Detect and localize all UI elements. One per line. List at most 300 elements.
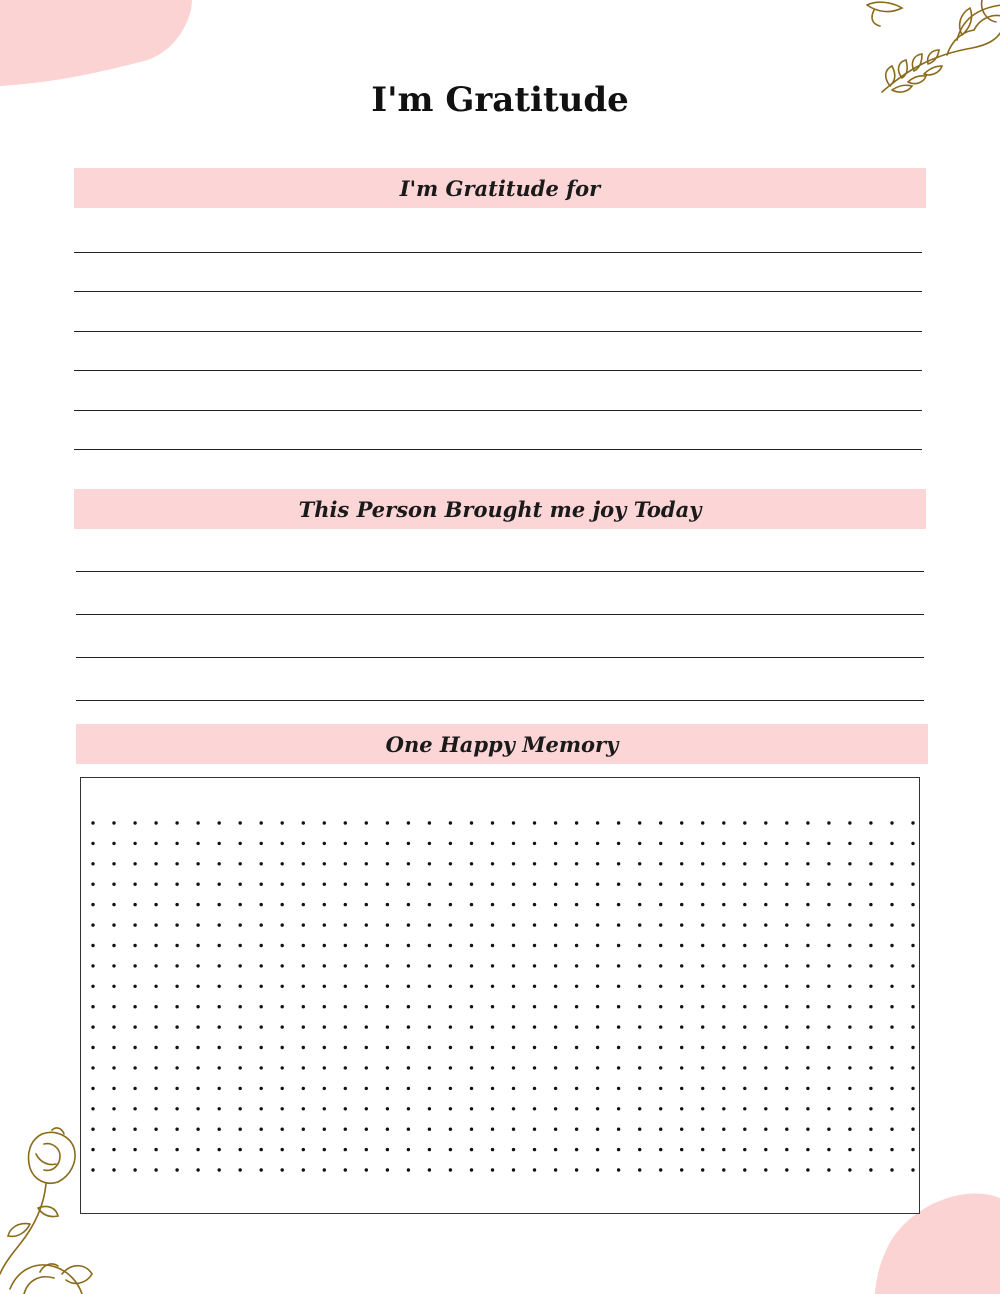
grid-dot	[91, 1087, 94, 1090]
grid-dot	[575, 923, 578, 926]
grid-dot	[743, 1025, 746, 1028]
grid-dot	[617, 1066, 620, 1069]
grid-dot	[680, 862, 683, 865]
grid-dot	[386, 1046, 389, 1049]
happy-memory-dot-grid-box[interactable]	[80, 777, 920, 1214]
grid-dot	[638, 1025, 641, 1028]
grid-dot	[365, 842, 368, 845]
grid-dot	[848, 1128, 851, 1131]
grid-dot	[112, 1087, 115, 1090]
grid-dot	[112, 923, 115, 926]
grid-dot	[449, 923, 452, 926]
grid-dot	[785, 1107, 788, 1110]
grid-dot	[554, 985, 557, 988]
dot-grid	[81, 778, 919, 1213]
grid-dot	[701, 923, 704, 926]
grid-dot	[701, 1107, 704, 1110]
grid-dot	[764, 903, 767, 906]
grid-dot	[91, 944, 94, 947]
grid-dot	[386, 985, 389, 988]
grid-dot	[281, 1005, 284, 1008]
grid-dot	[365, 1005, 368, 1008]
grid-dot	[911, 985, 914, 988]
grid-dot	[869, 964, 872, 967]
grid-dot	[302, 903, 305, 906]
grid-dot	[281, 883, 284, 886]
grid-dot	[554, 1046, 557, 1049]
grid-dot	[407, 1148, 410, 1151]
grid-dot	[428, 1128, 431, 1131]
grid-dot	[154, 1066, 157, 1069]
grid-dot	[407, 842, 410, 845]
grid-dot	[722, 944, 725, 947]
grid-dot	[911, 1107, 914, 1110]
grid-dot	[365, 903, 368, 906]
grid-dot	[743, 1066, 746, 1069]
grid-dot	[659, 944, 662, 947]
writing-line[interactable]	[74, 370, 922, 371]
grid-dot	[638, 883, 641, 886]
grid-dot	[449, 964, 452, 967]
grid-dot	[743, 1148, 746, 1151]
grid-dot	[596, 1046, 599, 1049]
grid-dot	[154, 923, 157, 926]
grid-dot	[911, 862, 914, 865]
grid-dot	[196, 842, 199, 845]
grid-dot	[239, 1148, 242, 1151]
grid-dot	[428, 985, 431, 988]
grid-dot	[302, 1168, 305, 1171]
grid-dot	[533, 923, 536, 926]
grid-dot	[911, 944, 914, 947]
grid-dot	[218, 944, 221, 947]
grid-dot	[869, 842, 872, 845]
grid-dot	[554, 964, 557, 967]
grid-dot	[722, 842, 725, 845]
grid-dot	[196, 1025, 199, 1028]
grid-dot	[869, 862, 872, 865]
grid-dot	[638, 1005, 641, 1008]
grid-dot	[91, 923, 94, 926]
grid-dot	[827, 1107, 830, 1110]
writing-line[interactable]	[74, 331, 922, 332]
grid-dot	[848, 883, 851, 886]
grid-dot	[785, 944, 788, 947]
grid-dot	[575, 1148, 578, 1151]
grid-dot	[869, 1107, 872, 1110]
grid-dot	[323, 1148, 326, 1151]
grid-dot	[365, 964, 368, 967]
grid-dot	[659, 883, 662, 886]
grid-dot	[806, 903, 809, 906]
grid-dot	[302, 1005, 305, 1008]
grid-dot	[323, 1005, 326, 1008]
grid-dot	[218, 964, 221, 967]
grid-dot	[869, 821, 872, 824]
grid-dot	[491, 944, 494, 947]
grid-dot	[512, 821, 515, 824]
grid-dot	[386, 964, 389, 967]
grid-dot	[869, 1025, 872, 1028]
grid-dot	[680, 1005, 683, 1008]
grid-dot	[281, 985, 284, 988]
grid-dot	[323, 1107, 326, 1110]
grid-dot	[722, 1087, 725, 1090]
grid-dot	[533, 862, 536, 865]
grid-dot	[869, 1046, 872, 1049]
grid-dot	[764, 842, 767, 845]
grid-dot	[512, 923, 515, 926]
grid-dot	[428, 923, 431, 926]
grid-dot	[91, 1148, 94, 1151]
grid-dot	[659, 1005, 662, 1008]
grid-dot	[260, 923, 263, 926]
grid-dot	[722, 1107, 725, 1110]
writing-line[interactable]	[76, 657, 924, 658]
grid-dot	[743, 964, 746, 967]
grid-dot	[239, 964, 242, 967]
writing-line[interactable]	[76, 614, 924, 615]
grid-dot	[196, 1046, 199, 1049]
grid-dot	[449, 1025, 452, 1028]
grid-dot	[239, 923, 242, 926]
grid-dot	[659, 903, 662, 906]
grid-dot	[196, 985, 199, 988]
grid-dot	[470, 862, 473, 865]
grid-dot	[890, 944, 893, 947]
grid-dot	[133, 1168, 136, 1171]
grid-dot	[91, 1128, 94, 1131]
grid-dot	[470, 1066, 473, 1069]
grid-dot	[869, 883, 872, 886]
grid-dot	[596, 1128, 599, 1131]
grid-dot	[323, 1168, 326, 1171]
grid-dot	[260, 821, 263, 824]
grid-dot	[554, 862, 557, 865]
grid-dot	[281, 1087, 284, 1090]
grid-dot	[659, 1087, 662, 1090]
grid-dot	[344, 1107, 347, 1110]
grid-dot	[407, 1107, 410, 1110]
grid-dot	[133, 1148, 136, 1151]
grid-dot	[617, 1087, 620, 1090]
grid-dot	[512, 903, 515, 906]
grid-dot	[491, 985, 494, 988]
grid-dot	[911, 1148, 914, 1151]
grid-dot	[554, 1087, 557, 1090]
grid-dot	[260, 1168, 263, 1171]
grid-dot	[701, 1046, 704, 1049]
grid-dot	[196, 821, 199, 824]
grid-dot	[512, 964, 515, 967]
grid-dot	[722, 1148, 725, 1151]
grid-dot	[365, 1025, 368, 1028]
grid-dot	[743, 883, 746, 886]
grid-dot	[764, 1107, 767, 1110]
grid-dot	[701, 1087, 704, 1090]
grid-dot	[133, 1066, 136, 1069]
grid-dot	[260, 1107, 263, 1110]
grid-dot	[281, 821, 284, 824]
grid-dot	[260, 842, 263, 845]
grid-dot	[449, 1005, 452, 1008]
grid-dot	[806, 1128, 809, 1131]
grid-dot	[617, 903, 620, 906]
grid-dot	[302, 883, 305, 886]
grid-dot	[239, 1005, 242, 1008]
grid-dot	[302, 1025, 305, 1028]
grid-dot	[533, 1128, 536, 1131]
grid-dot	[827, 1087, 830, 1090]
grid-dot	[154, 964, 157, 967]
grid-dot	[260, 903, 263, 906]
grid-dot	[386, 1107, 389, 1110]
grid-dot	[175, 883, 178, 886]
grid-dot	[596, 842, 599, 845]
grid-dot	[659, 1107, 662, 1110]
grid-dot	[848, 1148, 851, 1151]
grid-dot	[554, 1128, 557, 1131]
grid-dot	[701, 821, 704, 824]
grid-dot	[596, 944, 599, 947]
grid-dot	[133, 964, 136, 967]
grid-dot	[911, 1087, 914, 1090]
grid-dot	[743, 842, 746, 845]
grid-dot	[638, 1168, 641, 1171]
writing-line[interactable]	[76, 700, 924, 701]
grid-dot	[764, 944, 767, 947]
grid-dot	[575, 883, 578, 886]
grid-dot	[449, 1128, 452, 1131]
grid-dot	[323, 903, 326, 906]
writing-line[interactable]	[76, 571, 924, 572]
grid-dot	[764, 964, 767, 967]
grid-dot	[512, 1046, 515, 1049]
grid-dot	[365, 1066, 368, 1069]
grid-dot	[890, 862, 893, 865]
grid-dot	[680, 1087, 683, 1090]
grid-dot	[175, 964, 178, 967]
grid-dot	[175, 1046, 178, 1049]
grid-dot	[344, 862, 347, 865]
grid-dot	[449, 1087, 452, 1090]
grid-dot	[827, 964, 830, 967]
grid-dot	[491, 862, 494, 865]
grid-dot	[154, 985, 157, 988]
grid-dot	[806, 964, 809, 967]
grid-dot	[154, 1128, 157, 1131]
grid-dot	[449, 1107, 452, 1110]
grid-dot	[344, 923, 347, 926]
grid-dot	[428, 821, 431, 824]
grid-dot	[911, 964, 914, 967]
grid-dot	[659, 1168, 662, 1171]
grid-dot	[365, 985, 368, 988]
grid-dot	[154, 842, 157, 845]
grid-dot	[512, 1128, 515, 1131]
grid-dot	[196, 1066, 199, 1069]
grid-dot	[449, 883, 452, 886]
grid-dot	[154, 1005, 157, 1008]
grid-dot	[911, 883, 914, 886]
grid-dot	[617, 883, 620, 886]
grid-dot	[764, 923, 767, 926]
grid-dot	[701, 1005, 704, 1008]
grid-dot	[659, 821, 662, 824]
grid-dot	[848, 1107, 851, 1110]
grid-dot	[680, 903, 683, 906]
grid-dot	[112, 1148, 115, 1151]
grid-dot	[302, 842, 305, 845]
grid-dot	[911, 1005, 914, 1008]
grid-dot	[344, 1128, 347, 1131]
grid-dot	[449, 862, 452, 865]
grid-dot	[281, 1168, 284, 1171]
grid-dot	[365, 1168, 368, 1171]
grid-dot	[575, 903, 578, 906]
grid-dot	[722, 862, 725, 865]
grid-dot	[827, 1066, 830, 1069]
grid-dot	[638, 1046, 641, 1049]
grid-dot	[323, 923, 326, 926]
grid-dot	[133, 903, 136, 906]
grid-dot	[91, 1005, 94, 1008]
grid-dot	[701, 903, 704, 906]
grid-dot	[722, 985, 725, 988]
grid-dot	[806, 1148, 809, 1151]
grid-dot	[91, 1066, 94, 1069]
grid-dot	[554, 944, 557, 947]
grid-dot	[133, 842, 136, 845]
grid-dot	[659, 1025, 662, 1028]
grid-dot	[743, 821, 746, 824]
grid-dot	[386, 842, 389, 845]
grid-dot	[449, 985, 452, 988]
grid-dot	[806, 1066, 809, 1069]
grid-dot	[911, 842, 914, 845]
grid-dot	[680, 883, 683, 886]
grid-dot	[617, 1005, 620, 1008]
grid-dot	[428, 1168, 431, 1171]
grid-dot	[596, 1087, 599, 1090]
grid-dot	[848, 842, 851, 845]
grid-dot	[260, 883, 263, 886]
grid-dot	[491, 1168, 494, 1171]
grid-dot	[659, 1066, 662, 1069]
grid-dot	[491, 923, 494, 926]
grid-dot	[827, 985, 830, 988]
grid-dot	[218, 1148, 221, 1151]
grid-dot	[848, 1087, 851, 1090]
grid-dot	[154, 1087, 157, 1090]
grid-dot	[743, 1087, 746, 1090]
grid-dot	[827, 923, 830, 926]
grid-dot	[218, 862, 221, 865]
grid-dot	[512, 1107, 515, 1110]
grid-dot	[722, 1046, 725, 1049]
grid-dot	[869, 1087, 872, 1090]
grid-dot	[806, 883, 809, 886]
grid-dot	[554, 903, 557, 906]
grid-dot	[848, 821, 851, 824]
grid-dot	[91, 862, 94, 865]
grid-dot	[743, 1168, 746, 1171]
grid-dot	[764, 821, 767, 824]
grid-dot	[491, 1128, 494, 1131]
grid-dot	[701, 883, 704, 886]
grid-dot	[175, 903, 178, 906]
grid-dot	[449, 842, 452, 845]
grid-dot	[196, 1005, 199, 1008]
grid-dot	[133, 862, 136, 865]
grid-dot	[239, 1128, 242, 1131]
grid-dot	[449, 1148, 452, 1151]
grid-dot	[911, 1066, 914, 1069]
grid-dot	[175, 985, 178, 988]
grid-dot	[806, 821, 809, 824]
grid-dot	[617, 923, 620, 926]
grid-dot	[344, 964, 347, 967]
grid-dot	[386, 1148, 389, 1151]
grid-dot	[344, 842, 347, 845]
grid-dot	[281, 923, 284, 926]
grid-dot	[281, 1025, 284, 1028]
grid-dot	[764, 1087, 767, 1090]
grid-dot	[218, 985, 221, 988]
grid-dot	[638, 1107, 641, 1110]
grid-dot	[827, 1046, 830, 1049]
grid-dot	[302, 1046, 305, 1049]
grid-dot	[890, 883, 893, 886]
grid-dot	[806, 944, 809, 947]
grid-dot	[533, 1025, 536, 1028]
grid-dot	[743, 1107, 746, 1110]
grid-dot	[386, 1005, 389, 1008]
grid-dot	[617, 1148, 620, 1151]
grid-dot	[91, 842, 94, 845]
grid-dot	[722, 883, 725, 886]
grid-dot	[554, 883, 557, 886]
grid-dot	[785, 862, 788, 865]
writing-line[interactable]	[74, 410, 922, 411]
grid-dot	[470, 903, 473, 906]
grid-dot	[344, 1005, 347, 1008]
writing-line[interactable]	[74, 449, 922, 450]
grid-dot	[617, 1128, 620, 1131]
writing-line[interactable]	[74, 252, 922, 253]
grid-dot	[659, 964, 662, 967]
grid-dot	[428, 1005, 431, 1008]
grid-dot	[911, 923, 914, 926]
grid-dot	[407, 903, 410, 906]
grid-dot	[743, 1005, 746, 1008]
grid-dot	[260, 1066, 263, 1069]
grid-dot	[112, 862, 115, 865]
grid-dot	[491, 842, 494, 845]
grid-dot	[175, 862, 178, 865]
grid-dot	[218, 821, 221, 824]
grid-dot	[617, 821, 620, 824]
grid-dot	[175, 944, 178, 947]
grid-dot	[260, 1128, 263, 1131]
grid-dot	[302, 821, 305, 824]
grid-dot	[365, 883, 368, 886]
grid-dot	[281, 944, 284, 947]
grid-dot	[743, 1128, 746, 1131]
grid-dot	[196, 1128, 199, 1131]
writing-line[interactable]	[74, 291, 922, 292]
grid-dot	[890, 964, 893, 967]
